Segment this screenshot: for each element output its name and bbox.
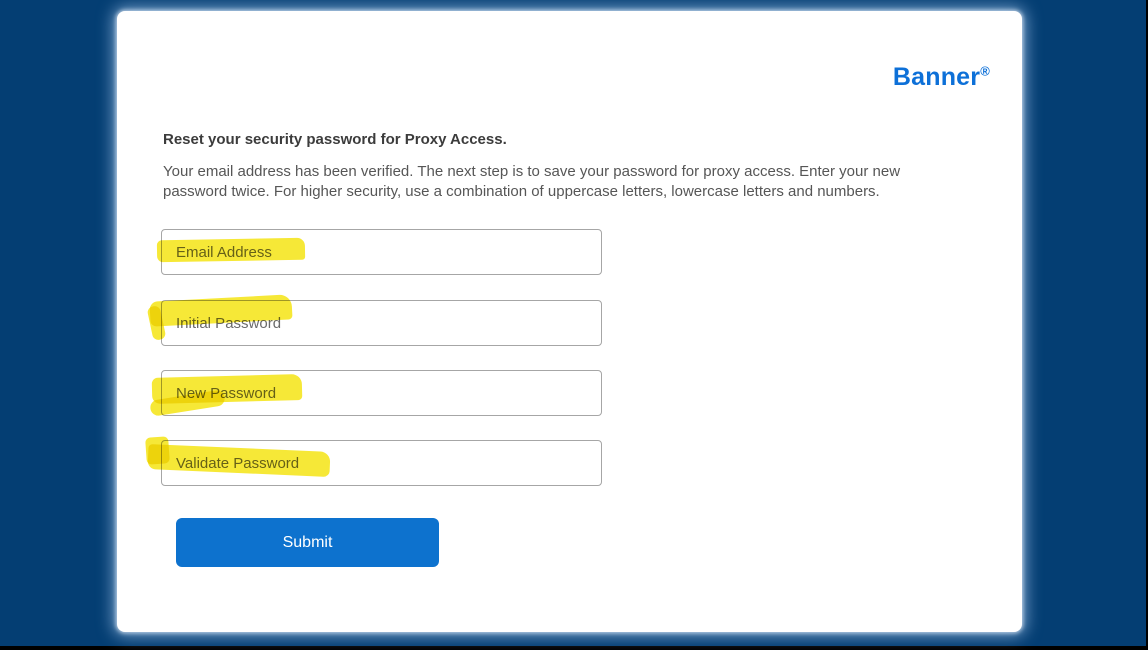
page-title: Reset your security password for Proxy Access. (163, 131, 507, 148)
initial-password-input[interactable] (161, 300, 602, 346)
validate-password-field-row (161, 440, 602, 486)
new-password-input[interactable] (161, 370, 602, 416)
validate-password-input[interactable] (161, 440, 602, 486)
registered-trademark-symbol: ® (980, 63, 990, 79)
new-password-field-row (161, 370, 602, 416)
email-address-field-row (161, 229, 602, 275)
email-address-input[interactable] (161, 229, 602, 275)
reset-password-card (117, 11, 1022, 632)
initial-password-field-row (161, 300, 602, 346)
submit-button[interactable]: Submit (176, 518, 439, 567)
banner-logo (893, 63, 990, 92)
banner-logo-text: Banner (892, 63, 981, 91)
instructions-text: Your email address has been verified. The next step is to save your password for proxy access. Enter your new password twice. For higher security, use a combination of uppercase letters, lowercase letters and numbers. (163, 163, 901, 200)
